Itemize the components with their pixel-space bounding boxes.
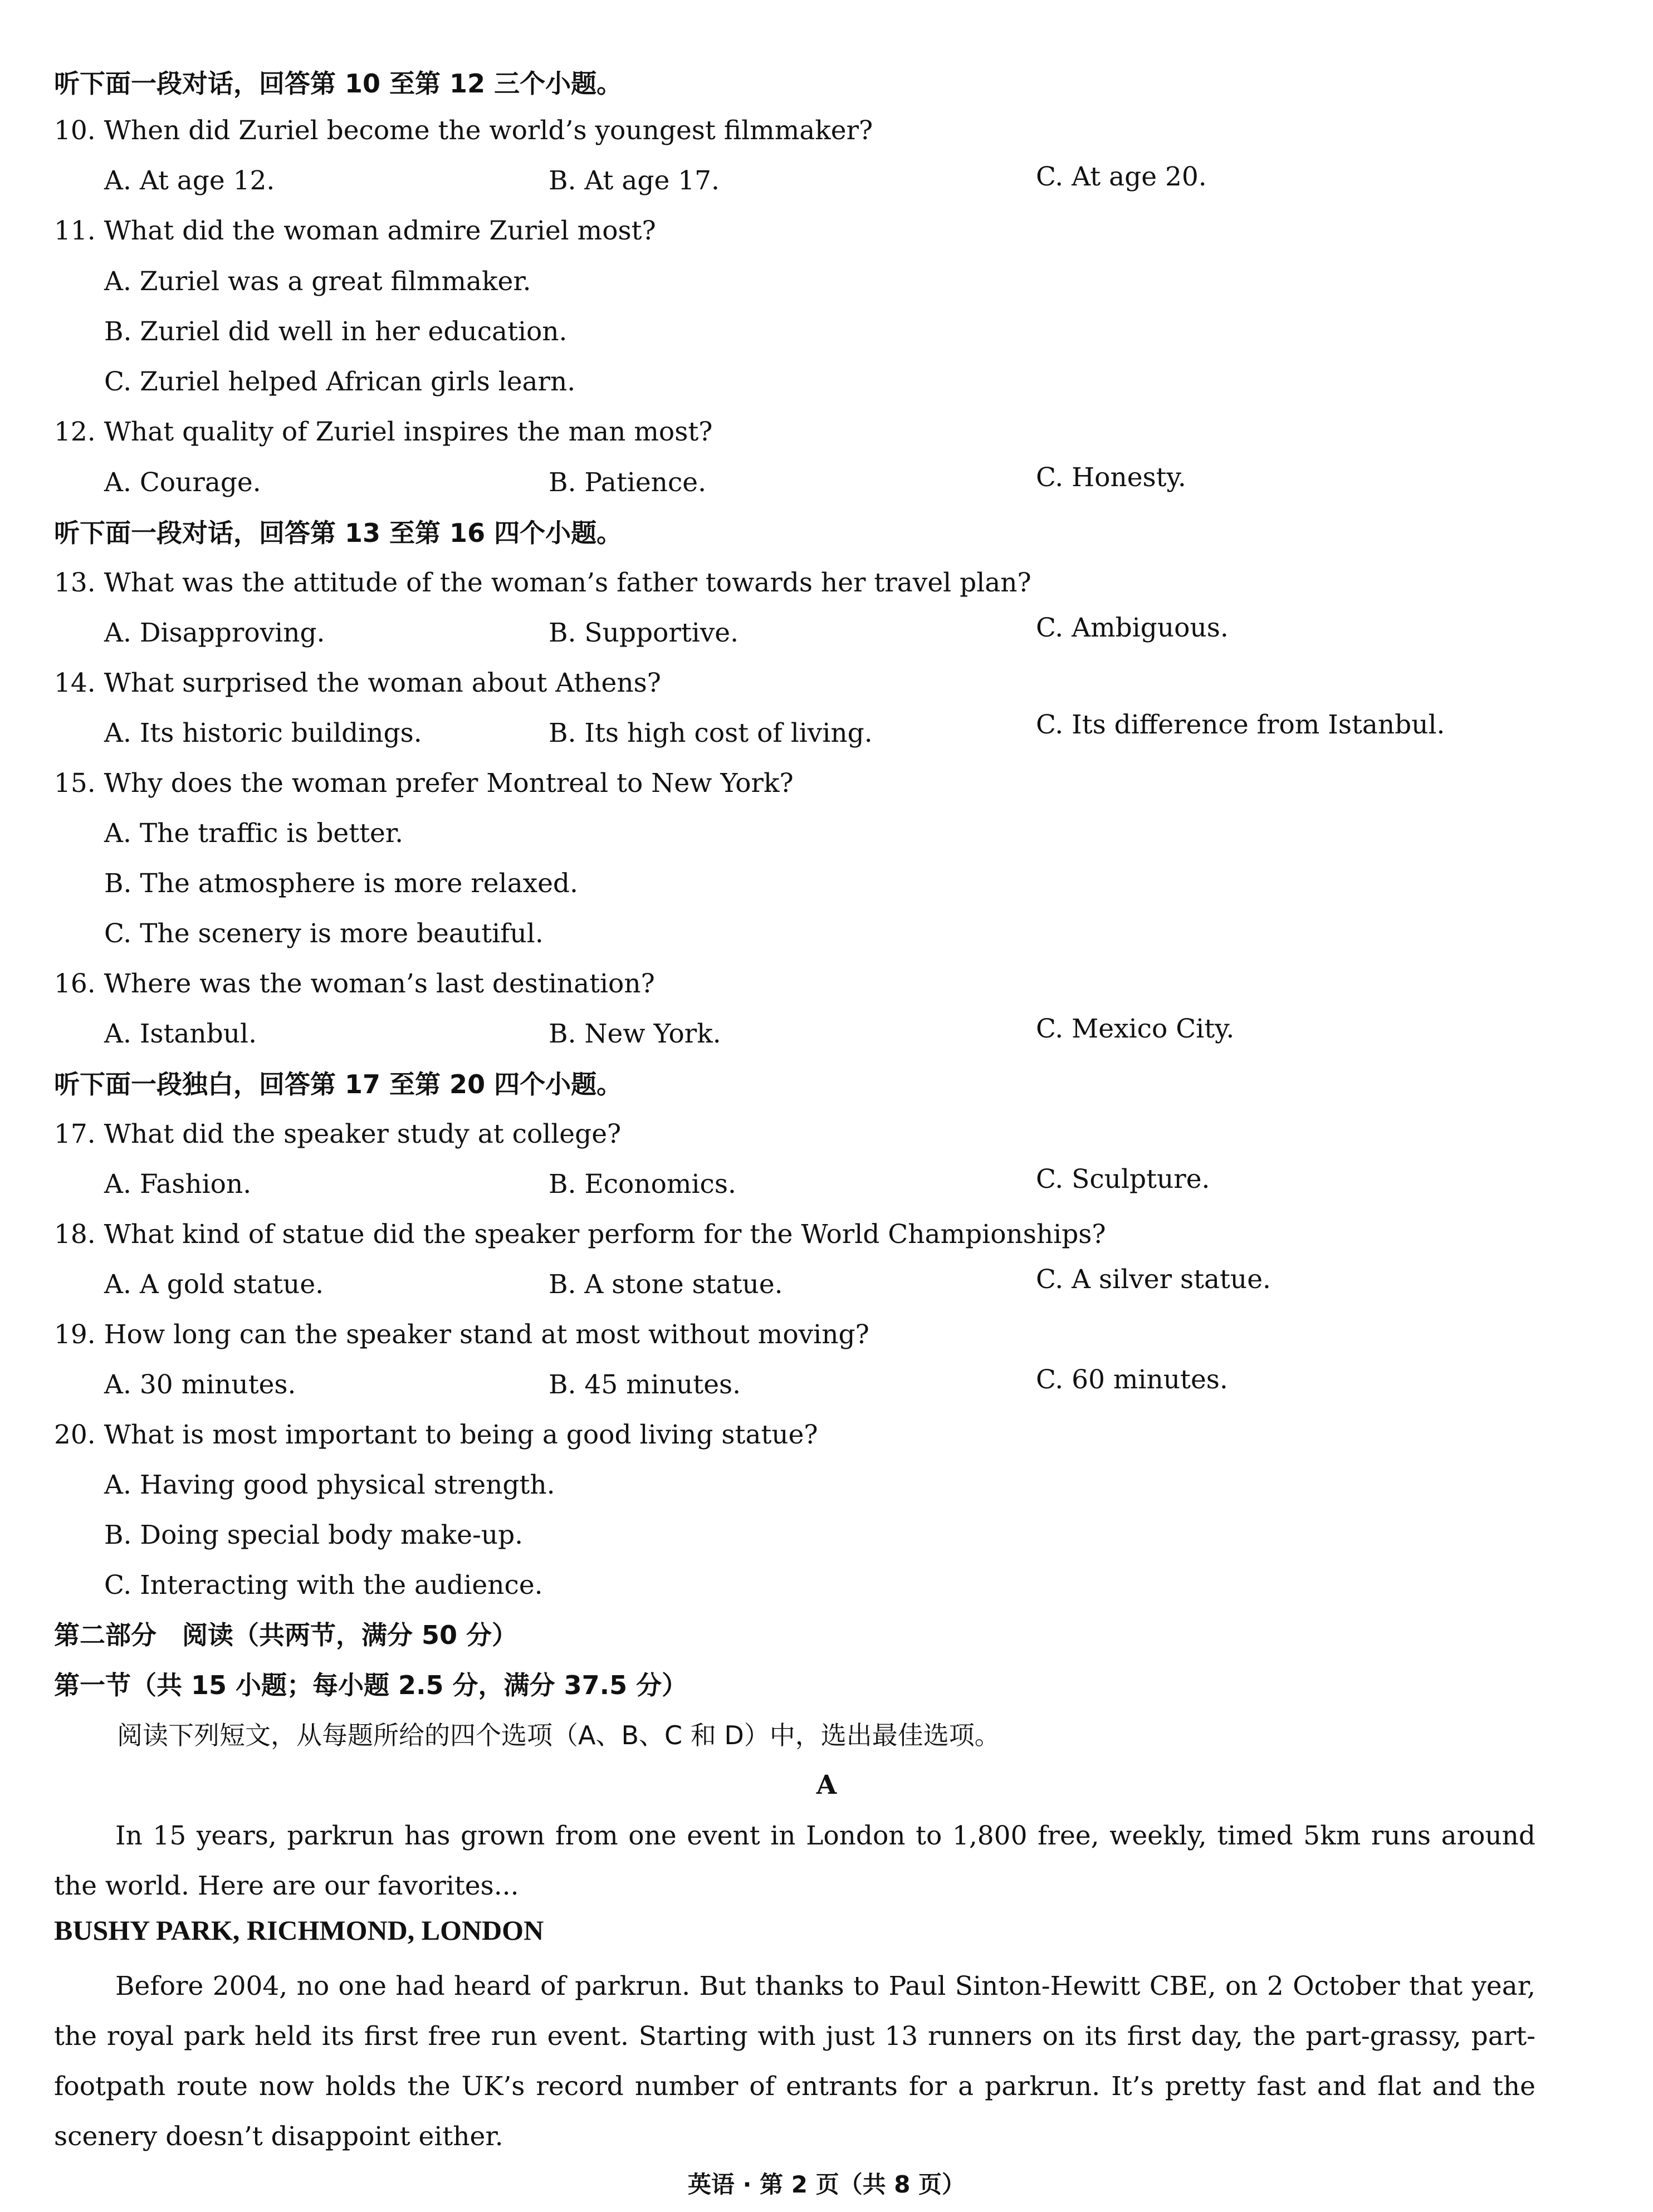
part-two-title: 第二部分 阅读（共两节，满分 50 分）	[54, 1620, 518, 1650]
question-10-option-c: C. At age 20.	[1036, 162, 1207, 192]
question-17-option-b: B. Economics.	[549, 1169, 736, 1200]
question-17-option-a: A. Fashion.	[104, 1169, 252, 1200]
question-15-stem: 15. Why does the woman prefer Montreal to New York?	[54, 768, 794, 799]
question-18-option-b: B. A stone statue.	[549, 1269, 783, 1300]
question-20-option-a: A. Having good physical strength.	[104, 1470, 555, 1500]
section-instruction-3: 听下面一段独白，回答第 17 至第 20 四个小题。	[54, 1069, 623, 1099]
question-13-stem: 13. What was the attitude of the woman’s father towards her travel plan?	[54, 567, 1031, 598]
question-16-option-c: C. Mexico City.	[1036, 1014, 1235, 1044]
question-11-option-c: C. Zuriel helped African girls learn.	[104, 366, 576, 397]
question-15-option-b: B. The atmosphere is more relaxed.	[104, 868, 578, 899]
question-15-option-a: A. The traffic is better.	[104, 818, 404, 849]
passage-paragraph-1-text: Before 2004, no one had heard of parkrun. But thanks to Paul Sinton-Hewitt CBE, on 2 October that year, the royal park held its first free run event. Starting with just 13 runners on its first day, the part-grassy, part-footpath route now holds the UK’s record number of entrants for a parkrun. It’s pretty fast and flat and the scenery doesn’t disappoint either.	[54, 1971, 1535, 2152]
question-18-option-a: A. A gold statue.	[104, 1269, 324, 1300]
section-instruction-2: 听下面一段对话，回答第 13 至第 16 四个小题。	[54, 518, 623, 548]
question-19-option-c: C. 60 minutes.	[1036, 1364, 1228, 1395]
question-18-stem: 18. What kind of statue did the speaker perform for the World Championships?	[54, 1219, 1106, 1250]
question-20-option-c: C. Interacting with the audience.	[104, 1570, 543, 1601]
question-17-option-c: C. Sculpture.	[1036, 1164, 1210, 1195]
question-16-option-b: B. New York.	[549, 1019, 721, 1049]
question-13-option-c: C. Ambiguous.	[1036, 613, 1229, 643]
passage-intro	[54, 1811, 1535, 1911]
question-16-stem: 16. Where was the woman’s last destination?	[54, 968, 655, 999]
question-16-option-a: A. Istanbul.	[104, 1019, 257, 1049]
question-18-option-c: C. A silver statue.	[1036, 1264, 1271, 1295]
part-two-subtitle: 第一节（共 15 小题；每小题 2.5 分，满分 37.5 分）	[54, 1670, 688, 1700]
question-11-option-b: B. Zuriel did well in her education.	[104, 316, 568, 347]
question-13-option-b: B. Supportive.	[549, 618, 739, 648]
question-19-option-a: A. 30 minutes.	[104, 1369, 296, 1400]
question-13-option-a: A. Disapproving.	[104, 618, 325, 648]
question-11-stem: 11. What did the woman admire Zuriel most?	[54, 216, 656, 246]
question-17-stem: 17. What did the speaker study at college?	[54, 1119, 622, 1149]
passage-label: A	[816, 1770, 837, 1800]
question-20-stem: 20. What is most important to being a good living statue?	[54, 1420, 818, 1450]
question-10-option-b: B. At age 17.	[549, 165, 720, 196]
question-12-option-a: A. Courage.	[104, 467, 261, 498]
question-20-option-b: B. Doing special body make-up.	[104, 1520, 524, 1550]
question-12-option-b: B. Patience.	[549, 467, 707, 498]
section-instruction-1: 听下面一段对话，回答第 10 至第 12 三个小题。	[54, 68, 623, 99]
reading-instruction: 阅读下列短文，从每题所给的四个选项（A、B、C 和 D）中，选出最佳选项。	[117, 1720, 1000, 1750]
question-11-option-a: A. Zuriel was a great filmmaker.	[104, 266, 531, 297]
question-14-option-b: B. Its high cost of living.	[549, 718, 873, 748]
question-12-stem: 12. What quality of Zuriel inspires the man most?	[54, 417, 713, 447]
question-19-stem: 19. How long can the speaker stand at most without moving?	[54, 1319, 869, 1350]
passage-heading: BUSHY PARK, RICHMOND, LONDON	[54, 1915, 544, 1946]
question-10-option-a: A. At age 12.	[104, 165, 275, 196]
question-14-option-c: C. Its difference from Istanbul.	[1036, 709, 1445, 740]
passage-paragraph-1	[54, 1961, 1535, 2162]
question-12-option-c: C. Honesty.	[1036, 462, 1186, 493]
question-14-option-a: A. Its historic buildings.	[104, 718, 422, 748]
question-19-option-b: B. 45 minutes.	[549, 1369, 741, 1400]
page-footer: 英语 · 第 2 页（共 8 页）	[687, 2171, 966, 2198]
question-10-stem: 10. When did Zuriel become the world’s youngest filmmaker?	[54, 115, 873, 146]
passage-intro-text: In 15 years, parkrun has grown from one event in London to 1,800 free, weekly, timed 5km runs around the world. Here are our favorites...	[54, 1821, 1535, 1901]
question-15-option-c: C. The scenery is more beautiful.	[104, 918, 544, 949]
question-14-stem: 14. What surprised the woman about Athens?	[54, 668, 661, 698]
